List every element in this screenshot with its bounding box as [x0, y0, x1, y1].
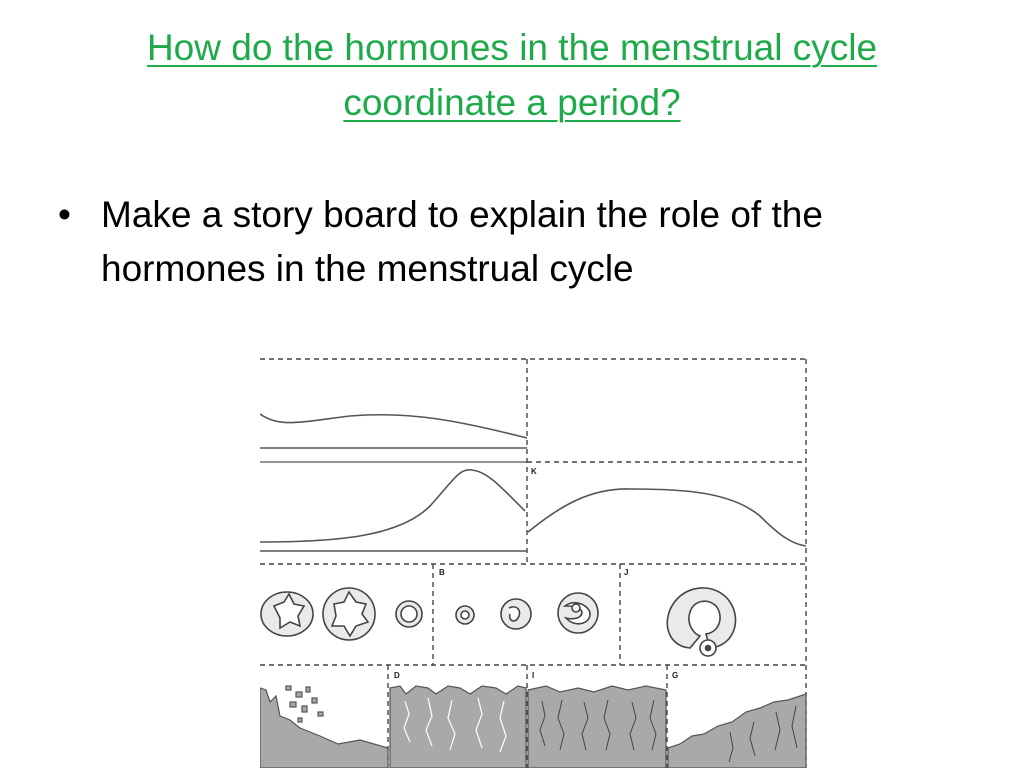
ruptured-follicle: [667, 588, 735, 648]
title-line-1: How do the hormones in the menstrual cycle: [146, 27, 878, 68]
panel-label-g: G: [672, 671, 679, 680]
tissue-fragment: [290, 702, 296, 707]
bullet-text: [101, 188, 961, 296]
hormone-curve: [528, 489, 806, 546]
uterine-lining-regrowth: [668, 694, 806, 768]
storyboard-figure: [260, 356, 808, 768]
storyboard-cutout-grid: [260, 356, 808, 768]
tissue-fragment: [286, 686, 291, 690]
slide-title: [60, 20, 964, 130]
tissue-fragment: [306, 687, 310, 692]
hormone-curve: [260, 470, 525, 542]
tissue-fragment: [302, 706, 307, 712]
corpus-center: [401, 606, 417, 622]
follicle-cell: [558, 593, 598, 633]
bullet-line-1: Make a story board to explain the role of the: [101, 194, 823, 235]
hormone-curve: [260, 414, 527, 438]
tissue-fragment: [318, 712, 323, 716]
title-line-2: coordinate a period?: [343, 82, 681, 123]
uterine-lining-shedding: [260, 688, 388, 768]
panel-label-d: D: [394, 671, 400, 680]
egg-nucleus: [572, 604, 580, 612]
tissue-fragment: [296, 692, 302, 697]
uterine-lining: [528, 686, 666, 768]
egg-nucleus: [706, 646, 711, 651]
bullet-line-2: hormones in the menstrual cycle: [101, 248, 634, 289]
egg-nucleus: [461, 611, 469, 619]
uterine-lining-thick: [390, 686, 526, 768]
follicle-cavity: [509, 607, 520, 621]
panel-label-b: B: [439, 568, 445, 577]
panel-label-k: K: [531, 467, 537, 476]
bullet-icon: •: [58, 194, 71, 235]
tissue-fragment: [312, 698, 317, 703]
panel-label-i: I: [532, 671, 535, 680]
tissue-fragment: [298, 718, 302, 722]
panel-label-j: J: [624, 568, 629, 577]
